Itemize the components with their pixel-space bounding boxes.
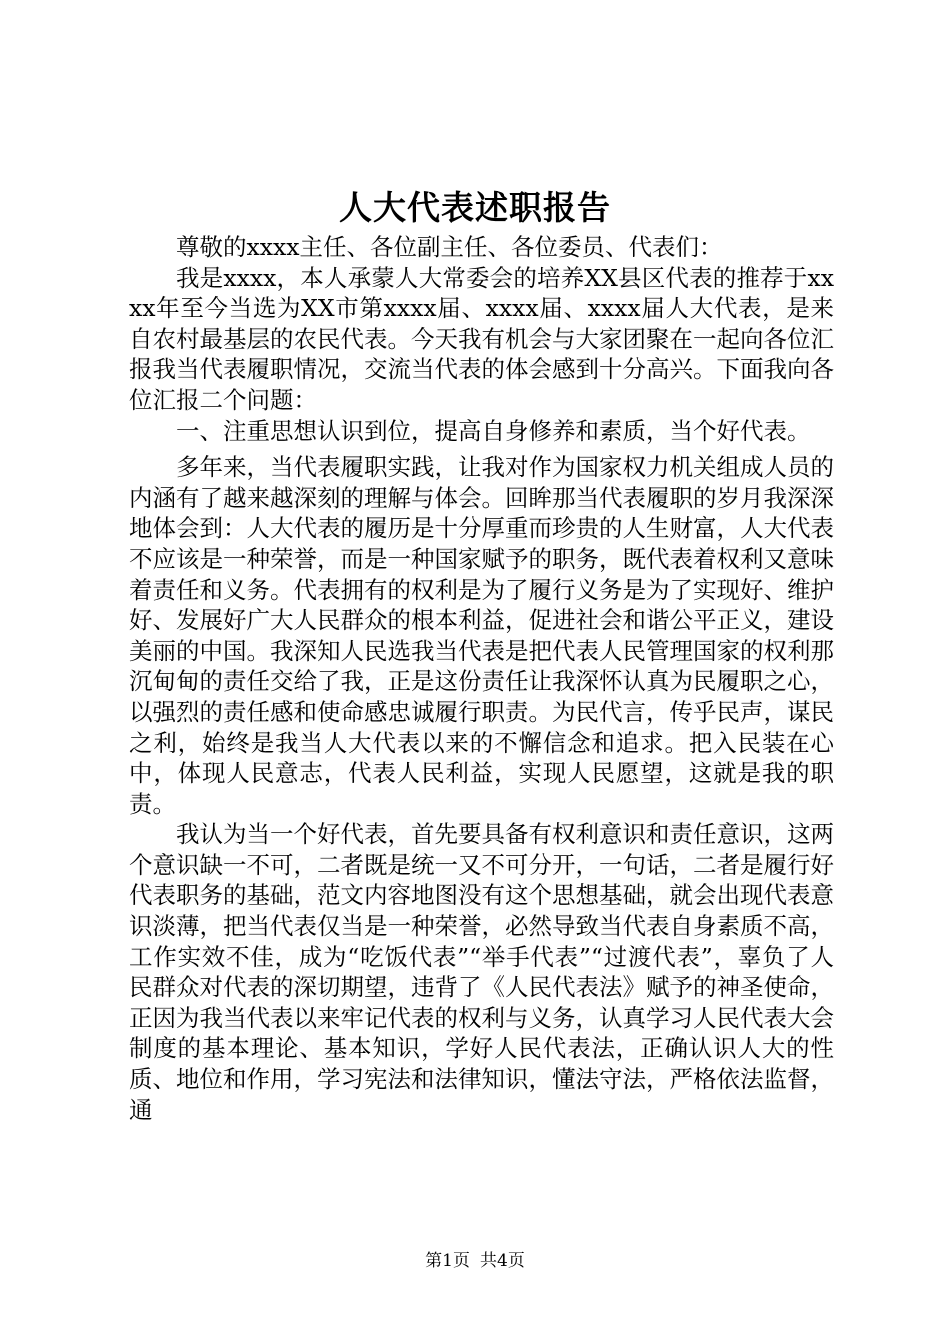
- salutation-paragraph: 尊敬的xxxx主任、各位副主任、各位委员、代表们：: [176, 233, 723, 261]
- page-footer: [0, 1249, 950, 1273]
- intro-paragraph: 我是xxxx，本人承蒙人大常委会的培养XX县区代表的推荐于xxxx年至今当选为XX市第xxxx届、xxxx届、xxxx届人大代表，是来自农村最基层的农民代表。今天我有机会与大家团聚在一起向各位汇报我当代表履职情况，交流当代表的体会感到十分高兴。下面我向各位汇报二个问题：: [129, 263, 834, 414]
- section-heading-1: 一、注重思想认识到位，提高自身修养和素质，当个好代表。: [176, 416, 811, 445]
- document-title: 人大代表述职报告: [339, 188, 611, 227]
- page-total: 共4页: [480, 1251, 525, 1271]
- body-paragraph: 我认为当一个好代表，首先要具备有权利意识和责任意识，这两个意识缺一不可，二者既是统一又不可分开，一句话，二者是履行好代表职务的基础，范文内容地图没有这个思想基础，就会出现代表意识淡薄，把当代表仅当是一种荣誉，必然导致当代表自身素质不高，工作实效不佳，成为“吃饭代表”“举手代表”“过渡代表”，辜负了人民群众对代表的深切期望，违背了《人民代表法》赋予的神圣使命，正因为我当代表以来牢记代表的权利与义务，认真学习人民代表大会制度的基本理论、基本知识，学好人民代表法，正确认识人大的性质、地位和作用，学习宪法和法律知识，懂法守法，严格依法监督，通: [129, 820, 834, 1124]
- body-paragraph: 多年来，当代表履职实践，让我对作为国家权力机关组成人员的内涵有了越来越深刻的理解与体会。回眸那当代表履职的岁月我深深地体会到：人大代表的履历是十分厚重而珍贵的人生财富，人大代表不应该是一种荣誉，而是一种国家赋予的职务，既代表着权利又意味着责任和义务。代表拥有的权利是为了履行义务是为了实现好、维护好、发展好广大人民群众的根本利益，促进社会和谐公平正义，建设美丽的中国。我深知人民选我当代表是把代表人民管理国家的权利那沉甸甸的责任交给了我，正是这份责任让我深怀认真为民履职之心，以强烈的责任感和使命感忠诚履行职责。为民代言，传乎民声，谋民之利，始终是我当人大代表以来的不懈信念和追求。把入民装在心中，体现人民意志，代表人民利益，实现人民愿望，这就是我的职责。: [129, 453, 834, 818]
- document-body: [129, 232, 834, 1125]
- page-number: 第1页: [425, 1251, 470, 1271]
